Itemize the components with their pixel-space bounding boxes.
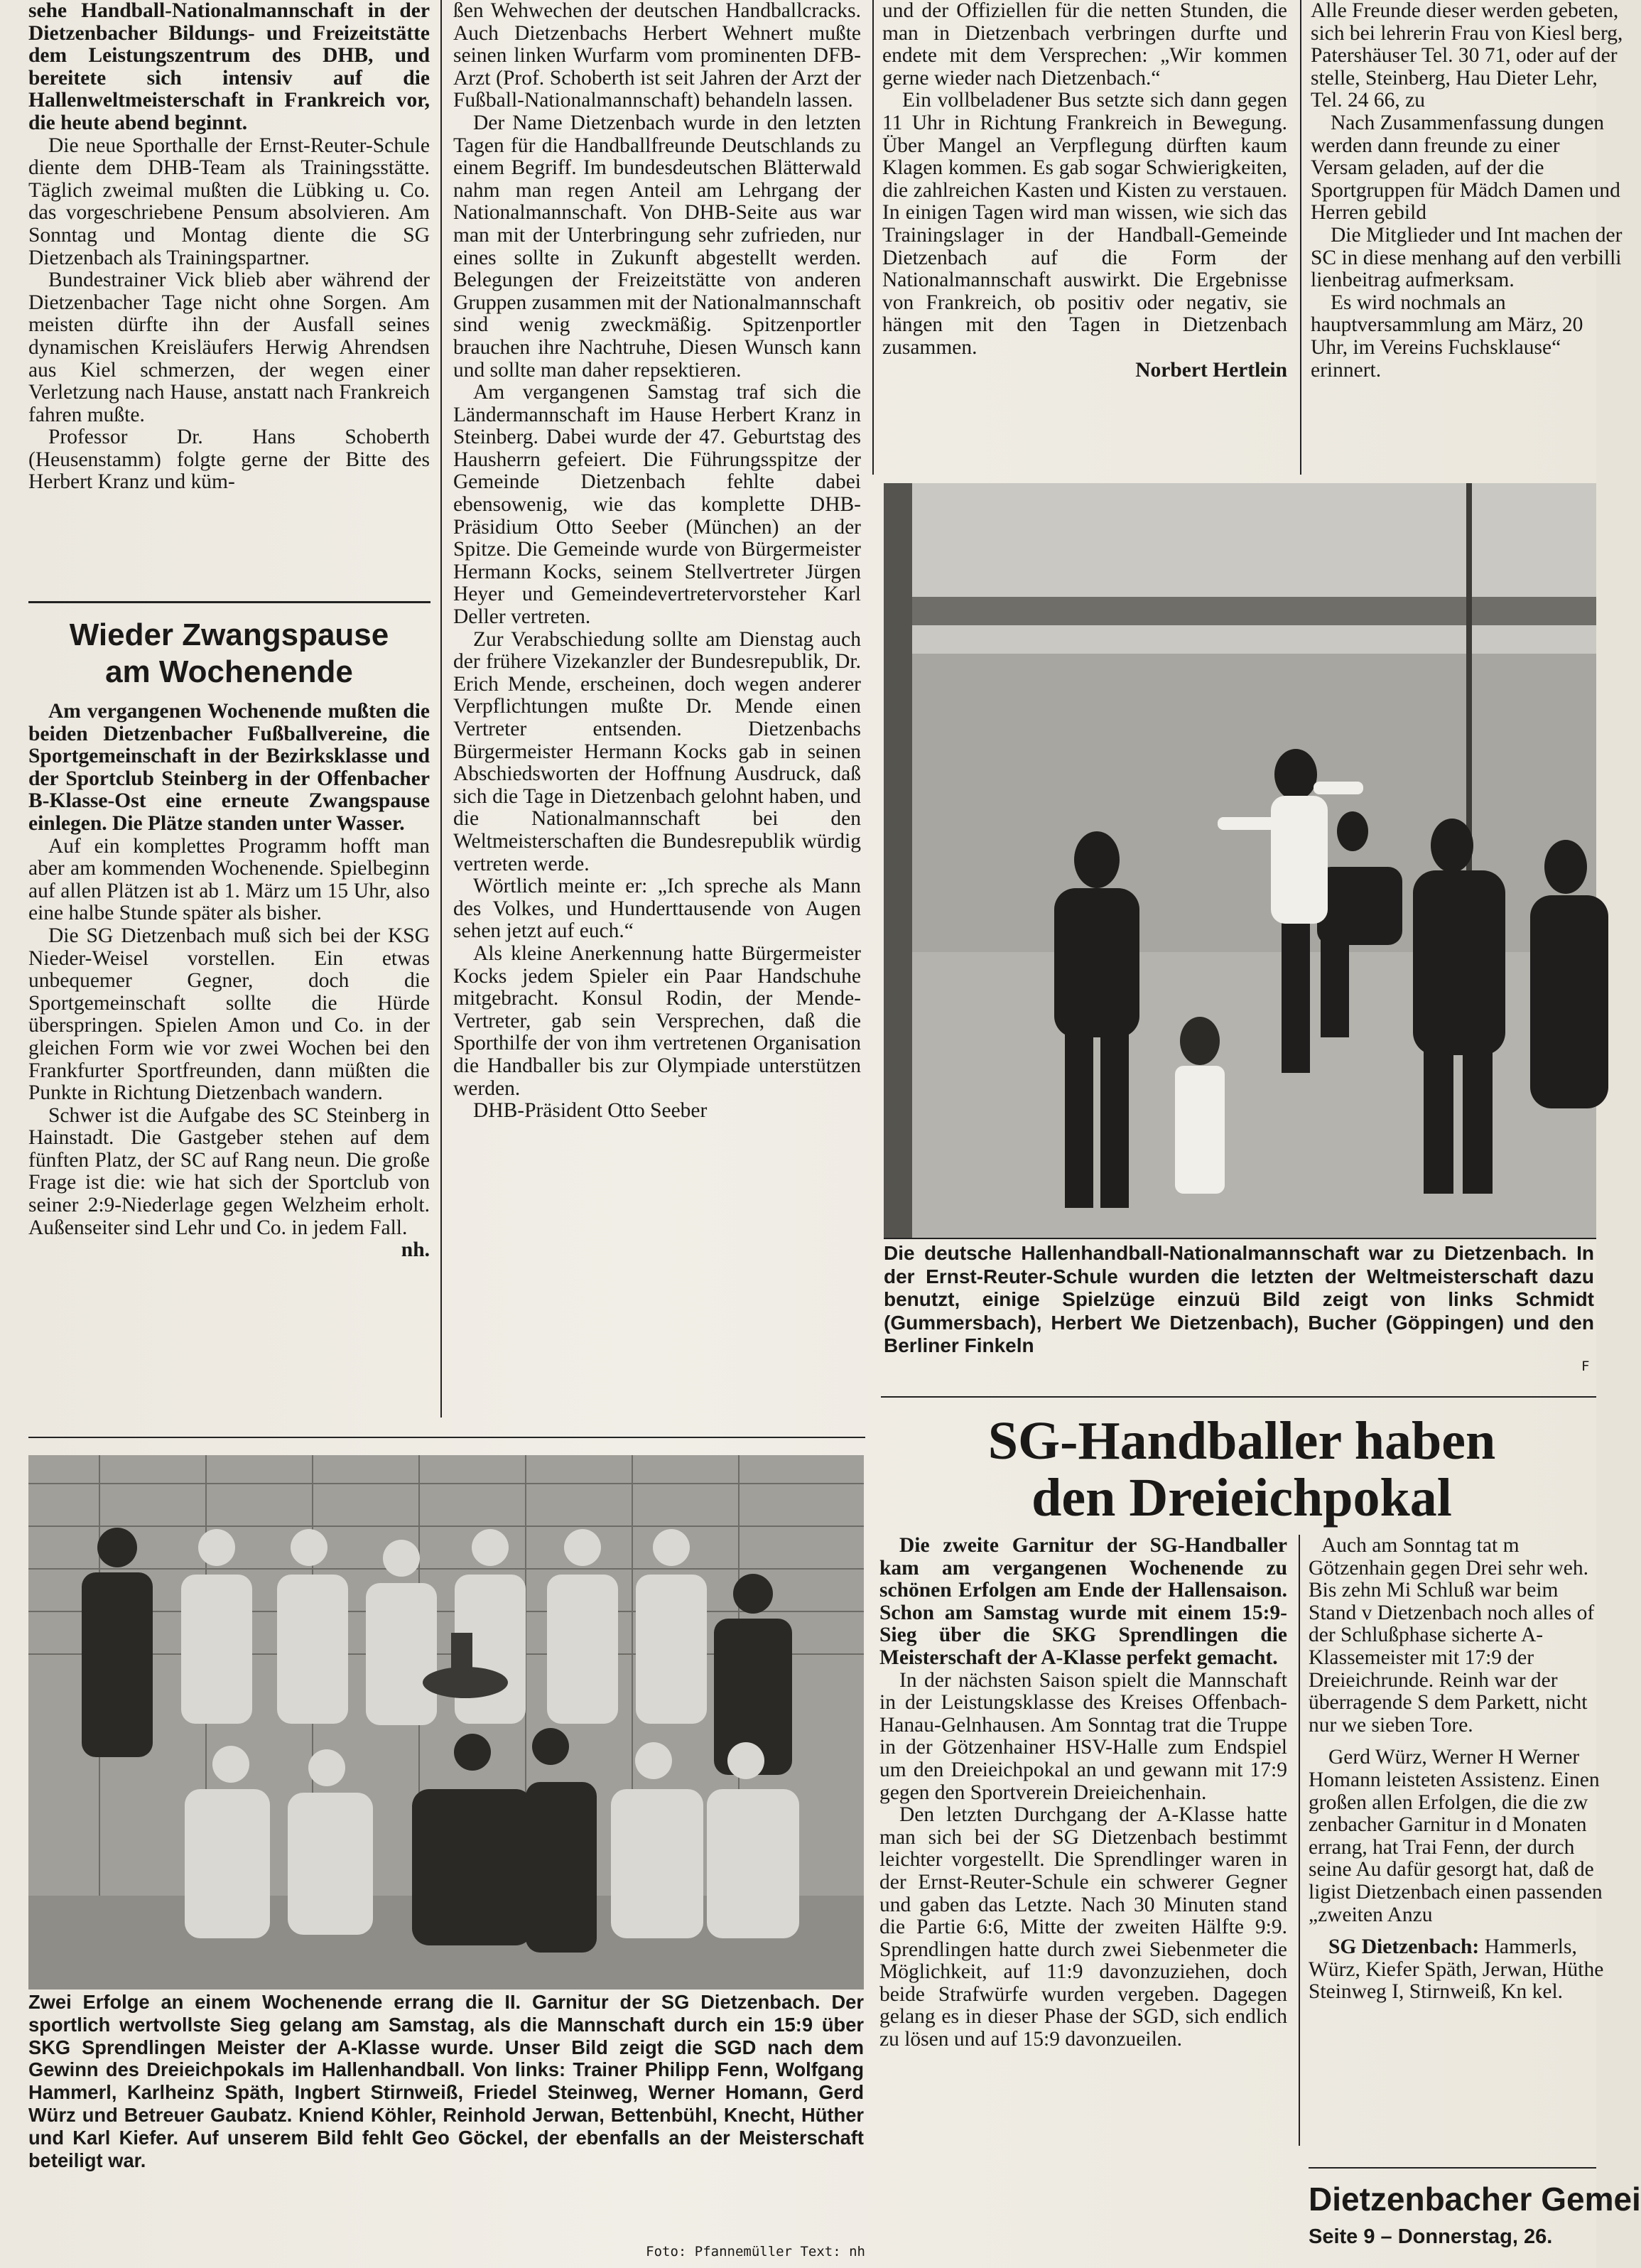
section-rule [881,1396,1596,1398]
article1-paragraph: Als kleine Anerkennung hatte Bürgermeister Kocks jedem Spieler ein Paar Handschuhe mitgebracht. Konsul Rodin, der Mende-Vertreter, gab sein Versprechen, daß die Sporthilfe der von ihm vertretenen Organisation die Handballer bis zur Olympiade unterstützen werden. [453,941,861,1100]
photo2-caption: Zwei Erfolge an einem Wochenende errang die II. Garnitur der SG Dietzenbach. Der sportlich wertvollste Sieg gelang am Samstag, als die Mannschaft durch ein 15:9 über SKG Sprendlingen Meister der A-Klasse wurde. Unser Bild zeigt die SGD nach dem Gewinn des Dreieichpokals im Hallenhandball. Von links: Trainer Philipp Fenn, Wolfgang Hammerl, Karlheinz Späth, Ingbert Stirnweiß, Friedel Steinweg, Werner Homann, Gerd Würz und Betreuer Gaubatz. Kniend Köhler, Reinhold Jerwan, Bettenbühl, Knecht, Hüther und Karl Kiefer. Auf unserem Bild fehlt Geo Göckel, der ebenfalls an der Meisterschaft beteiligt war. [28,1991,864,2171]
article1-paragraph: Professor Dr. Hans Schoberth (Heusenstamm) folgte gerne der Bitte des Herbert Kranz und küm- [28,426,430,494]
caption-border [884,1238,1596,1239]
article2-paragraph: Auf ein komplettes Programm hofft man aber am kommenden Wochenende. Spielbeginn auf allen Plätzen ist ab 1. März um 15 Uhr, also eine halbe Stunde später als bisher. [28,834,430,925]
article3-paragraph: Auch am Sonntag tat m Götzenhain gegen Drei sehr weh. Bis zehn Mi Schluß war beim Stand v Dietzenbach noch alles of der Schlußphase sicherte A-Klassemeister mit 17:9 der Dreieichrunde. Reinh war der überragende S dem Parkett, nicht nur we sieben Tore. [1309,1534,1595,1737]
article3-paragraph: Gerd Würz, Werner H Werner Homann leisteten Assistenz. Einen großen allen Erfolgen, die die zw zenbacher Garnitur in d Monaten errang, hat Trai Fenn, der durch seine Au dafür gesorgt hat, daß de ligist Dietzenbach einen passenden „zweiten Anzu [1309,1746,1603,1926]
photo-national-team-training [884,483,1596,1238]
article1-paragraph: Am vergangenen Samstag traf sich die Ländermannschaft im Hause Herbert Kranz in Steinberg. Dabei wurde der 47. Geburtstag des Hausherrn gefeiert. Die Führungsspitze der Gemeinde Dietzenbach fehlte dabei ebensowenig, wie das komplette DHB-Präsidium Otto Seeber (München) an der Spitze. Die Gemeinde wurde von Bürgermeister Hermann Kocks, seinem Stellvertreter Jürgen Heyer und Gemeindevertretervorsteher Karl Deller vertreten. [453,381,861,629]
article2-headline [28,617,430,691]
photo-image [28,1455,864,1989]
photo1-credit: F [1581,1359,1590,1374]
article1-paragraph: Der Name Dietzenbach wurde in den letzten Tagen für die Handballfreunde Deutschlands zu einem Begriff. Im bundesdeutschen Blätterwald nahm man regen Anteil am Lehrgang der Nationalmannschaft. Von DHB-Seite aus war man mit der Unterbringung sehr zufrieden, nur eines sollte in Zukunft abgestellt werden. Belegungen der Freizeitstätte von anderen Gruppen zusammen mit der Nationalmannschaft sind wenig zweckmäßig. Spitzenportler brauchen ihre Nachtruhe, Diesen Wunsch kann und sollte man daher repsektieren. [453,111,861,382]
team-lineup-names: Hammerls, Würz, Kiefer Späth, Jerwan, Hüthe Steinweg I, Stirnweiß, Kn kel. [1309,1935,1604,2004]
footer-rule [1309,2167,1596,2169]
article1-paragraph: Wörtlich meinte er: „Ich spreche als Mann des Volkes, und Hunderttausende von Augen sehen jetzt auf euch.“ [453,875,861,943]
column-2 [453,0,861,1123]
footer-masthead: Dietzenbacher Gemei [1309,2181,1641,2218]
column-4 [1311,0,1623,382]
column-vertical-rule [1300,0,1301,475]
column-3 [882,0,1287,382]
team-lineup-label: SG Dietzenbach: [1328,1935,1480,1959]
article2-lead: Am vergangenen Wochenende mußten die beiden Dietzenbacher Fußballvereine, die Sportgemeinschaft in der Bezirksklasse und der Sportclub Steinberg in der Offenbacher B-Klasse-Ost eine erneute Zwangspause einlegen. Die Plätze standen unter Wasser. [28,700,430,835]
article2-paragraph: Schwer ist die Aufgabe des SC Steinberg in Hainstadt. Die Gastgeber stehen auf dem fünften Platz, der SC auf Rang neun. Die große Frage ist die: wie hat sich der Sportclub von seiner 2:9-Niederlage gegen Welzheim erholt. Außenseiter sind Lehr und Co. in jedem Fall. [28,1103,430,1239]
column-vertical-rule [440,0,442,1418]
headline-line: am Wochenende [105,654,353,689]
photo-sg-team [28,1455,864,1989]
column-vertical-rule [1299,1535,1300,2146]
author-signature: nh. [401,1238,430,1262]
article1-paragraph: Ein vollbeladener Bus setzte sich dann gegen 11 Uhr in Richtung Frankreich in Bewegung. Über Mangel an Verpflegung dürften kaum Klagen kommen. Es gab sogar Schwierigkeiten, die zahlreichen Kasten und Kisten zu verstauen. In einigen Tagen wird man wissen, wie sich das Trainingslager in der Handball-Gemeinde Dietzenbach auf die Form der Nationalmannschaft auswirkt. Die Ergebnisse von Frankreich, ob positiv oder negativ, sie hängen mit den Tagen in Dietzenbach zusammen. [882,89,1287,359]
headline-line: den Dreieichpokal [1031,1468,1452,1528]
article3-right-column [1309,1535,1607,2004]
photo-image [884,483,1596,1238]
team-lineup [1309,1936,1607,2004]
author-signature: Norbert Hertlein [1135,358,1287,382]
photo2-credit: Foto: Pfannemüller Text: nh [646,2244,865,2259]
column-divider [28,601,430,603]
notice-paragraph: Die Mitglieder und Int machen der SC in diese menhang auf den verbilli lienbeitrag aufmerksam. [1311,223,1623,292]
column-vertical-rule [872,0,874,475]
article3-paragraph: In der nächsten Saison spielt die Mannschaft in der Leistungsklasse des Kreises Offenbach-Hanau-Gelnhausen. Am Sonntag trat die Truppe in der Götzenhainer HSV-Halle zum Endspiel um den Dreieichpokal an und gewann mit 17:9 gegen den Sportverein Dreieichenhain. [879,1668,1287,1804]
article2-paragraph: Die SG Dietzenbach muß sich bei der KSG Nieder-Weisel vorstellen. Ein etwas unbequemer Gegner, doch die Sportgemeinschaft sollte die Hürde überspringen. Spielen Amon und Co. in der gleichen Form wie vor zwei Wochen bei den Frankfurter Sportfreunden, dann müßten die Punkte in Richtung Dietzenbach wandern. [28,924,430,1105]
notice-paragraph: Alle Freunde dieser werden gebeten, sich bei lehrerin Frau von Kiesl berg, Patershäuser Tel. 30 71, oder auf der stelle, Steinberg, Hau Dieter Lehr, Tel. 24 66, zu [1311,0,1623,112]
article1-continued: ßen Wehwechen der deutschen Handballcracks. Auch Dietzenbachs Herbert Wehnert mußte seinen linken Wurfarm vom prominenten DFB-Arzt (Prof. Schoberth ist seit Jahren der Arzt der Fußball-Nationalmannschaft) behandeln lassen. [453,0,861,112]
article1-lead-continued: sehe Handball-Nationalmannschaft in der Dietzenbacher Bildungs- und Freizeitstätte dem Leistungszentrum des DHB, und bereitete sich intensiv auf die Hallenweltmeisterschaft in Frankreich vor, die heute abend beginnt. [28,0,430,134]
article3-paragraph: Den letzten Durchgang der A-Klasse hatte man sich bei der SG Dietzenbach bestimmt leichter vorgestellt. Die Sprendlinger waren in der Ernst-Reuter-Schule ein schwerer Gegner und gaben das Letzte. Nach 30 Minuten stand die Partie 6:6, Mitte der zweiten Hälfte 9:9. Sprendlingen hatte durch zwei Siebenmeter die Möglichkeit, auf 11:9 davonzuziehen, doch beide Strafwürfe wurden vergeben. Dagegen gelang es in dieser Phase der SGD, sich endlich zu lösen und auf 15:9 davonzueilen. [879,1803,1287,2051]
notice-paragraph: Nach Zusammenfassung dungen werden dann freunde zu einer Versam geladen, auf der die Sportgruppen für Mädch Damen und Herren gebild [1311,111,1620,225]
article1-paragraph: Bundestrainer Vick blieb aber während der Dietzenbacher Tage nicht ohne Sorgen. Am meisten dürfte ihn der Ausfall seines dynamischen Kreisläufers Herwig Ahrendsen aus Kiel schmerzen, der wegen einer Verletzung nach Hause, anstatt nach Frankreich fahren mußte. [28,269,430,426]
article3-body [879,1535,1287,2051]
footer-dateline: Seite 9 – Donnerstag, 26. [1309,2225,1553,2248]
article1-paragraph: Zur Verabschiedung sollte am Dienstag auch der frühere Vizekanzler der Bundesrepublik, Dr. Erich Mende, erscheinen, doch wegen anderer Verpflichtungen mußte Dr. Mende einen Vertreter entsenden. Dietzenbachs Bürgermeister Hermann Kocks gab in seinen Abschiedsworten der Hoffnung Ausdruck, daß sich die Tage in Dietzenbach gelohnt haben, und die Nationalmannschaft bei den Weltmeisterschaften die Bundesrepublik würdig vertreten werde. [453,627,861,875]
article1-paragraph: Die neue Sporthalle der Ernst-Reuter-Schule diente dem DHB-Team als Trainingsstätte. Täglich zweimal mußten die Lübking u. Co. das vorgeschriebene Pensum absolvieren. Am Sonntag und Montag diente die SG Dietzenbach als Trainingspartner. [28,134,430,269]
article3-lead: Die zweite Garnitur der SG-Handballer kam am vergangenen Wochenende zu schönen Erfolgen am Ende der Hallensaison. Schon am Samstag wurde mit einem 15:9-Sieg über die SKG Sprendlingen die Meisterschaft der A-Klasse perfekt gemacht. [879,1534,1287,1669]
article1-paragraph: DHB-Präsident Otto Seeber [473,1099,708,1123]
article3-headline [879,1413,1604,1526]
headline-line: Wieder Zwangspause [69,617,389,652]
article1-continued: und der Offiziellen für die netten Stunden, die man in Dietzenbach verbringen durfte und endete mit dem Versprechen: „Wir kommen gerne wieder nach Dietzenbach.“ [882,0,1287,90]
headline-line: SG-Handballer haben [987,1411,1496,1471]
notice-paragraph: Es wird nochmals an hauptversammlung am März, 20 Uhr, im Vereins Fuchsklause“ erinnert. [1311,291,1583,382]
column-1 [28,0,430,494]
photo1-caption: Die deutsche Hallenhandball-Nationalmannschaft war zu Dietzenbach. In der Ernst-Reuter-Schule wurden die letzten der Weltmeisterschaft dazu benutzt, einige Spielzüge einzuü Bild zeigt von links Schmidt (Gummersbach), Herbert We Dietzenbach), Bucher (Göppingen) und den Berliner Finkeln [884,1242,1594,1356]
section-rule [28,1437,865,1438]
article2-body [28,701,430,1262]
